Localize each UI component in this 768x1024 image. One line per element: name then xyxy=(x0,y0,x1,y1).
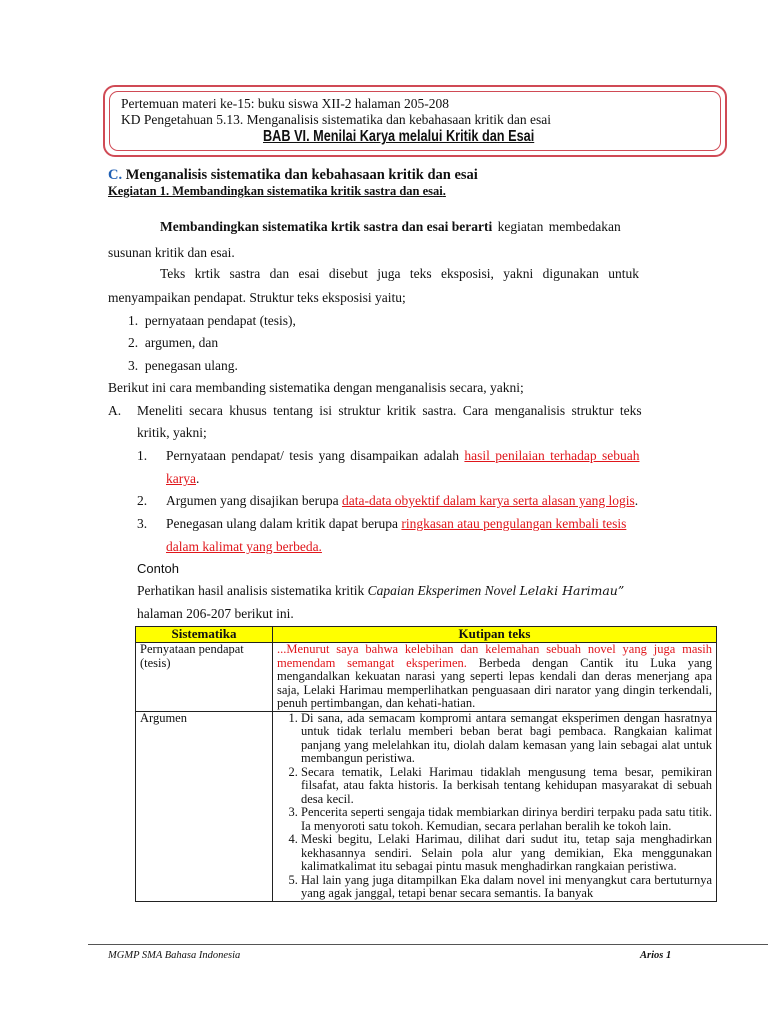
kegiatan-text: Kegiatan 1. Membandingkan sistematika kritik sastra dan esai xyxy=(108,184,443,198)
example-heading: Contoh xyxy=(137,561,179,576)
criteria-item-3-highlight-2: dalam kalimat yang berbeda. xyxy=(166,539,322,554)
paragraph-1-bold: Membandingkan sistematika krtik sastra dan esai berarti xyxy=(160,219,493,234)
paragraph-1-line-2: susunan kritik dan esai. xyxy=(108,245,235,260)
section-letter: C. xyxy=(108,167,123,183)
example-intro-text: Perhatikan hasil analisis sistematika kritik xyxy=(137,583,368,598)
structure-item-1-text: pernyataan pendapat (tesis), xyxy=(144,313,296,328)
criteria-item-3-line-2 xyxy=(166,538,322,555)
criteria-item-1-text: Pernyataan pendapat/ tesis yang disampaikan adalah xyxy=(166,448,465,463)
footer-divider xyxy=(88,944,768,945)
paragraph-1-rest: kegiatan membedakan xyxy=(492,219,621,234)
table-row xyxy=(136,643,717,712)
header-box xyxy=(103,85,727,157)
criteria-item-2-line: Argumen yang disajikan berupa data-data obyektif dalam karya serta alasan yang logis. xyxy=(166,493,639,508)
criteria-item-1-line-1 xyxy=(166,447,639,464)
argument-item: 1. Di sana, ada semacam kompromi antara semangat eksperimen dengan hasratnya untuk tidak terlalu memberi beban berat bagi pembaca. Rangkaian kalimat panjang yang melelahkan itu, diolah dalam kemasan yang lain sebagai alat untuk membangun peristiwa. xyxy=(301,712,712,766)
argument-list xyxy=(277,712,712,901)
criteria-item-1-highlight: hasil penilaian terhadap sebuah xyxy=(464,448,640,463)
criteria-item-2-highlight: data-data obyektif dalam karya serta alasan yang logis xyxy=(341,493,635,508)
example-intro-line-2: halaman 206-207 berikut ini. xyxy=(137,606,294,621)
structure-item-3-text: penegasan ulang. xyxy=(144,358,238,373)
footer-left-text: MGMP SMA Bahasa Indonesia xyxy=(108,950,241,961)
criteria-item-1-line-2: karya. xyxy=(166,471,200,486)
example-intro-line-1 xyxy=(137,582,624,599)
structure-item-3: 3. penegasan ulang. xyxy=(128,358,238,373)
structure-item-2: 2. argumen, dan xyxy=(128,335,219,350)
criteria-item-1-number: 1. xyxy=(137,448,148,463)
example-intro-novel-title: Lelaki Harimau” xyxy=(519,583,625,598)
tesis-highlight: ...Menurut saya bahwa kelebihan dan kelemahan sebuah novel yang juga masih memendam semangat eksperimen. xyxy=(277,642,712,670)
meeting-info: Pertemuan materi ke-15: buku siswa XII-2 halaman 205-208 xyxy=(121,96,450,111)
table-header-sistematika: Sistematika xyxy=(136,627,273,643)
example-intro-italic: Capaian Eksperimen Novel xyxy=(367,583,517,598)
criteria-item-3-text: Penegasan ulang dalam kritik dapat berupa xyxy=(166,516,402,531)
point-a-line-2: kritik, yakni; xyxy=(137,425,207,440)
argument-item: 4. Meski begitu, Lelaki Harimau, dilihat dari sudut itu, tetap saja menghadirkan kekhasannya sendiri. Selain pola alur yang demikian, Eka menggunakan kalimatkalimat itu sebagai pintu masuk menghadirkan rangkaian peristiwa. xyxy=(301,833,712,874)
table-header-row xyxy=(136,627,717,643)
intro-sentence: Berikut ini cara membanding sistematika dengan menganalisis secara, yakni; xyxy=(108,380,524,395)
point-a-marker: A. xyxy=(108,403,122,418)
criteria-item-3-number: 3. xyxy=(137,516,148,531)
structure-item-2-text: argumen, dan xyxy=(144,335,219,350)
criteria-item-1-highlight-2: karya xyxy=(166,471,196,486)
footer-page: Arios 1 xyxy=(640,950,672,961)
row-label-tesis xyxy=(136,643,273,712)
kd-info: KD Pengetahuan 5.13. Menganalisis sistematika dan kebahasaan kritik dan esai xyxy=(121,112,552,127)
criteria-item-3-line-1 xyxy=(166,515,626,532)
argument-item: 2. Secara tematik, Lelaki Harimau tidaklah mengusung tema besar, pemikiran filsafat, atau fakta historis. Ia berkisah tentang kehidupan masyarakat di sebuah desa kecil. xyxy=(301,766,712,807)
argument-item: 5. Hal lain yang juga ditampilkan Eka dalam novel ini menyangkut cara bertuturnya yang agak janggal, tetapi benar secara semantis. Ia banyak xyxy=(301,874,712,901)
table-header-kutipan: Kutipan teks xyxy=(273,627,717,643)
paragraph-2-line-2: menyampaikan pendapat. Struktur teks eksposisi yaitu; xyxy=(108,290,406,305)
structure-item-1: 1. pernyataan pendapat (tesis), xyxy=(128,313,296,328)
kegiatan-title: Kegiatan 1. Membandingkan sistematika kritik sastra dan esai. xyxy=(108,184,446,198)
section-title xyxy=(108,167,478,184)
criteria-item-2-number: 2. xyxy=(137,493,148,508)
table-row xyxy=(136,711,717,901)
point-a-line-1: Meneliti secara khusus tentang isi struktur kritik sastra. Cara menganalisis struktur teks xyxy=(137,403,642,418)
criteria-item-3-highlight: ringkasan atau pengulangan kembali tesis xyxy=(401,516,627,531)
tesis-rest: Berbeda dengan Cantik itu Luka yang mengandalkan kekuatan narasi yang seperti lepas kendali dan deras menerjang apa saja, Lelaki Harimau memperlihatkan penguasaan diri narator yang dingin terkendali, penuh pertimbangan, dan kehati-hatian. xyxy=(277,655,713,710)
paragraph-2-line-1: Teks krtik sastra dan esai disebut juga teks eksposisi, yakni digunakan untuk xyxy=(160,266,639,281)
section-title-text: Menganalisis sistematika dan kebahasaan kritik dan esai xyxy=(122,167,478,183)
row-content-tesis xyxy=(273,643,717,712)
paragraph-1-line-1 xyxy=(160,218,621,235)
row-label-tesis-text: Pernyataan pendapat (tesis) xyxy=(140,642,244,670)
row-label-argumen: Argumen xyxy=(136,711,273,901)
argument-item: 3. Pencerita seperti sengaja tidak membiarkan dirinya berdiri terpaku pada satu titik. Ia menyoroti satu tokoh. Kemudian, secara perlahan beralih ke tokoh lain. xyxy=(301,806,712,833)
chapter-title: BAB VI. Menilai Karya melalui Kritik dan Esai xyxy=(263,128,535,145)
analysis-table xyxy=(135,626,717,902)
row-content-argumen xyxy=(273,711,717,901)
criteria-item-2-text: Argumen yang disajikan berupa xyxy=(166,493,342,508)
